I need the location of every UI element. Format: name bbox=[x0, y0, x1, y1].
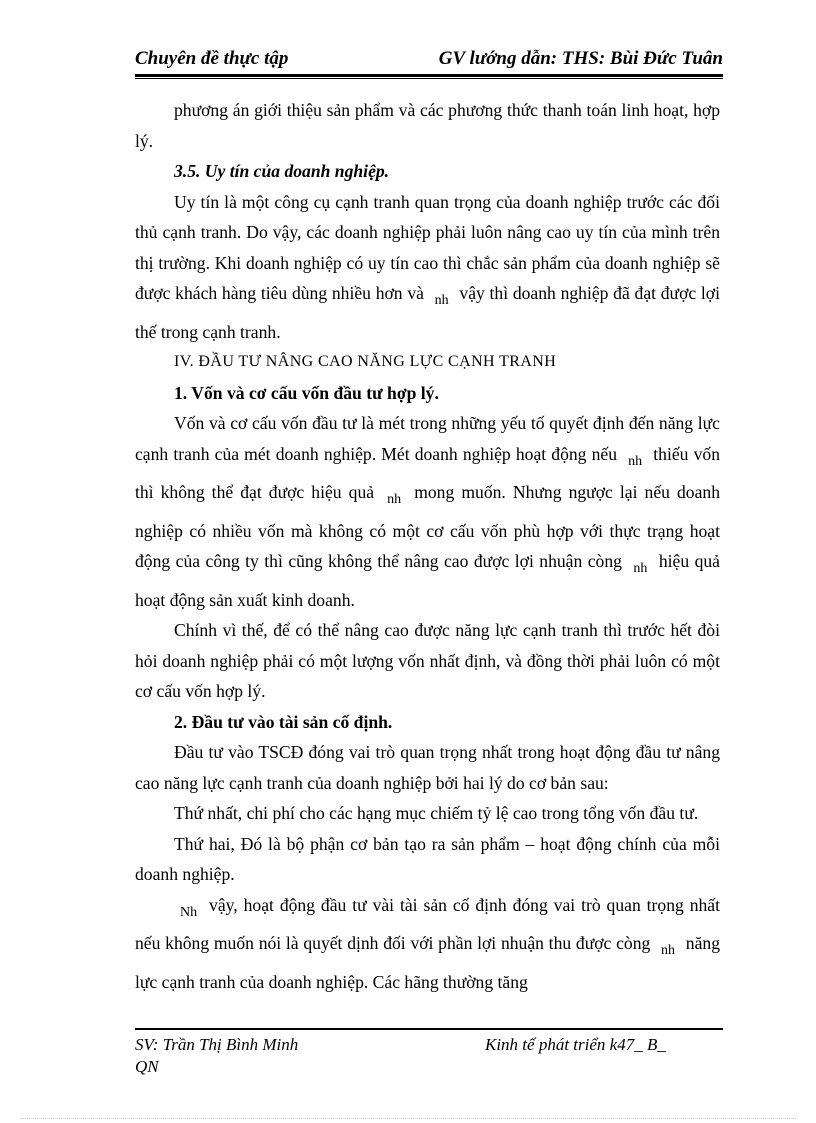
heading-2: 2. Đầu tư vào tài sản cố định. bbox=[174, 711, 393, 732]
paragraph-4: Chính vì thế, để có thể nâng cao được năng lực cạnh tranh thì trước hết đòi hỏi doanh nghiệp phải có một lượng vốn nhất định, và đồng thời phải luôn có một cơ cấu vốn hợp lý. bbox=[135, 620, 720, 701]
header-rule bbox=[135, 74, 723, 79]
paragraph-7: Thứ hai, Đó là bộ phận cơ bản tạo ra sản phẩm – hoạt động chính của mỗi doanh nghiệp. bbox=[135, 833, 720, 884]
paragraph-1: phương án giới thiệu sản phẩm và các phương thức thanh toán linh hoạt, hợp lý. bbox=[135, 100, 720, 151]
footer-left: SV: Trần Thị Bình Minh QN bbox=[135, 1035, 299, 1076]
page-body bbox=[135, 95, 720, 997]
footer-rule bbox=[135, 1028, 723, 1030]
heading-1: 1. Vốn và cơ cấu vốn đầu tư hợp lý. bbox=[174, 382, 439, 403]
paragraph-8: $_{Nh}$ vậy, hoạt động đầu tư vài tài sản cố định đóng vai trò quan trọng nhất nếu không muốn nói là quyết dịnh đối với phần lợi nhuận thu được còng $_{nh}$ năng lực cạnh tranh của doanh nghiệp. Các hãng thường tăng bbox=[135, 894, 720, 992]
heading-3-5: 3.5. Uy tín của doanh nghiệp. bbox=[174, 161, 390, 181]
section-iv-heading: IV. ĐẦU TƯ NÂNG CAO NĂNG LỰC CẠNH TRANH bbox=[174, 353, 557, 370]
page-edge-dots bbox=[20, 1118, 796, 1119]
header-left: Chuyên đề thực tập bbox=[135, 48, 289, 69]
paragraph-5: Đầu tư vào TSCĐ đóng vai trò quan trọng nhất trong hoạt động đầu tư nâng cao năng lực cạnh tranh của doanh nghiệp bởi hai lý do cơ bản sau: bbox=[135, 742, 720, 793]
page-header bbox=[135, 48, 723, 74]
header-right: GV lướng dẫn: THS: Bùi Đức Tuân bbox=[438, 48, 723, 69]
paragraph-6: Thứ nhất, chi phí cho các hạng mục chiếm tỷ lệ cao trong tổng vốn đầu tư. bbox=[174, 803, 699, 823]
paragraph-2: Uy tín là một công cụ cạnh tranh quan trọng của doanh nghiệp trước các đối thủ cạnh tranh. Do vậy, các doanh nghiệp phải luôn nâng cao uy tín của mình trên thị trường. Khi doanh nghiệp có uy tín cao thì chắc sản phẩm của doanh nghiệp sẽ được khách hàng tiêu dùng nhiều hơn và $_{nh}$ vậy thì doanh nghiệp đã đạt được lợi thế trong cạnh tranh. bbox=[135, 191, 720, 342]
paragraph-3: Vốn và cơ cấu vốn đầu tư là mét trong những yếu tố quyết định đến năng lực cạnh tranh của mét doanh nghiệp. Mét doanh nghiệp hoạt động nếu $_{nh}$ thiếu vốn thì không thể đạt được hiệu quả $_{nh}$ mong muốn. Nhưng ngược lại nếu doanh nghiệp có nhiều vốn mà không có một cơ cấu vốn phù hợp với thực trạng hoạt động của công ty thì cũng không thể nâng cao được lợi nhuận còng $_{nh}$ hiệu quả hoạt động sản xuất kinh doanh. bbox=[135, 413, 720, 610]
footer-right: Kinh tế phát triển k47_ B_ bbox=[485, 1035, 666, 1054]
